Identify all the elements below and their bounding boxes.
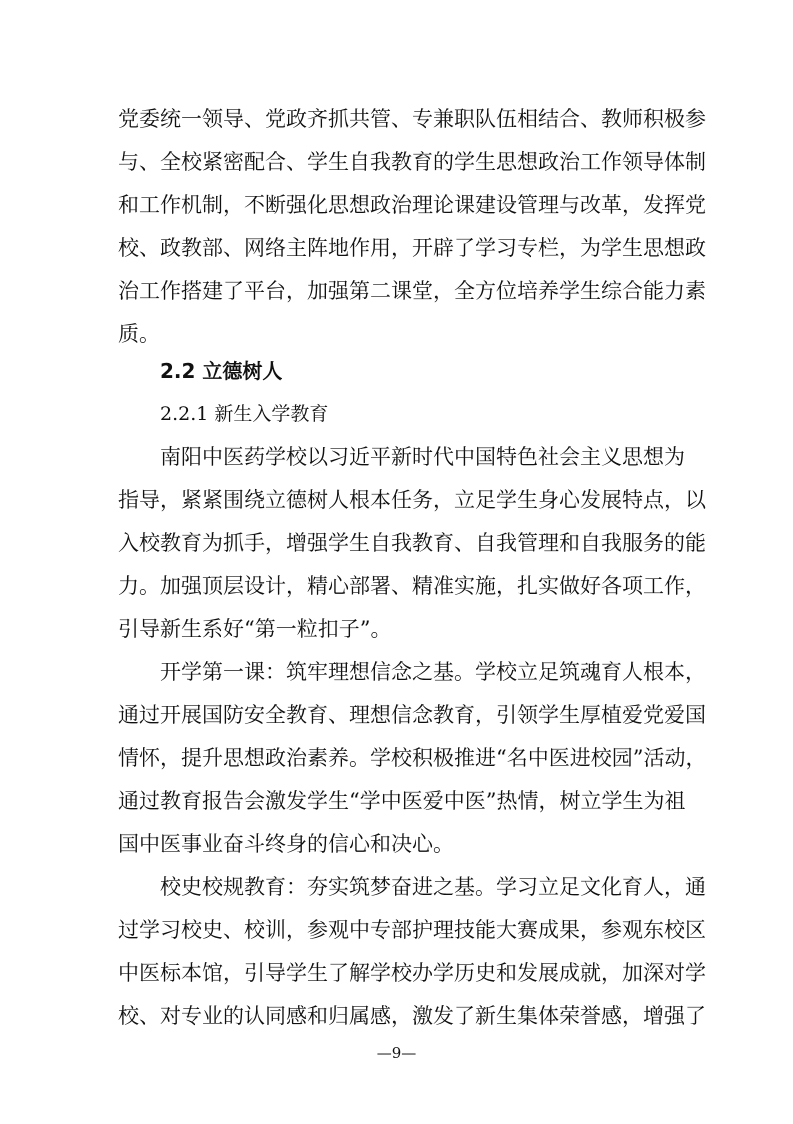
- paragraph-line: 力。加强顶层设计，精心部署、精准实施，扎实做好各项工作，: [118, 574, 706, 598]
- paragraph-line: 通过开展国防安全教育、理想信念教育，引领学生厚植爱党爱国: [118, 703, 706, 727]
- paragraph-line: 和工作机制，不断强化思想政治理论课建设管理与改革，发挥党: [118, 193, 706, 217]
- paragraph-line: 通过教育报告会激发学生“学中医爱中医”热情，树立学生为祖: [118, 789, 686, 813]
- paragraph-line: 与、全校紧密配合、学生自我教育的学生思想政治工作领导体制: [118, 150, 706, 174]
- paragraph-line: 校、政教部、网络主阵地作用，开辟了学习专栏，为学生思想政: [118, 236, 706, 260]
- paragraph-line: 南阳中医药学校以习近平新时代中国特色社会主义思想为: [160, 445, 685, 469]
- page-number: —9—: [376, 1044, 417, 1062]
- paragraph-line: 校史校规教育：夯实筑梦奋进之基。学习立足文化育人，通: [160, 875, 706, 899]
- paragraph-line: 指导，紧紧围绕立德树人根本任务，立足学生身心发展特点，以: [118, 488, 706, 512]
- paragraph-line: 治工作搭建了平台，加强第二课堂，全方位培养学生综合能力素: [118, 279, 706, 303]
- paragraph-line: 党委统一领导、党政齐抓共管、专兼职队伍相结合、教师积极参: [118, 107, 706, 131]
- paragraph-line: 开学第一课：筑牢理想信念之基。学校立足筑魂育人根本，: [160, 660, 706, 684]
- paragraph-line: 引导新生系好“第一粒扣子”。: [118, 617, 392, 641]
- paragraph-line: 过学习校史、校训，参观中专部护理技能大赛成果，参观东校区: [118, 918, 706, 942]
- paragraph-line: 质。: [118, 322, 160, 346]
- section-heading-2-2: 2.2 立德树人: [160, 359, 283, 383]
- subsection-heading-2-2-1: 2.2.1 新生入学教育: [160, 403, 329, 425]
- paragraph-line: 情怀，提升思想政治素养。学校积极推进“名中医进校园”活动，: [118, 746, 707, 770]
- paragraph-line: 校、对专业的认同感和归属感，激发了新生集体荣誉感，增强了: [118, 1004, 706, 1028]
- paragraph-line: 国中医事业奋斗终身的信心和决心。: [118, 832, 454, 856]
- paragraph-line: 中医标本馆，引导学生了解学校办学历史和发展成就，加深对学: [118, 961, 706, 985]
- paragraph-line: 入校教育为抓手，增强学生自我教育、自我管理和自我服务的能: [118, 531, 706, 555]
